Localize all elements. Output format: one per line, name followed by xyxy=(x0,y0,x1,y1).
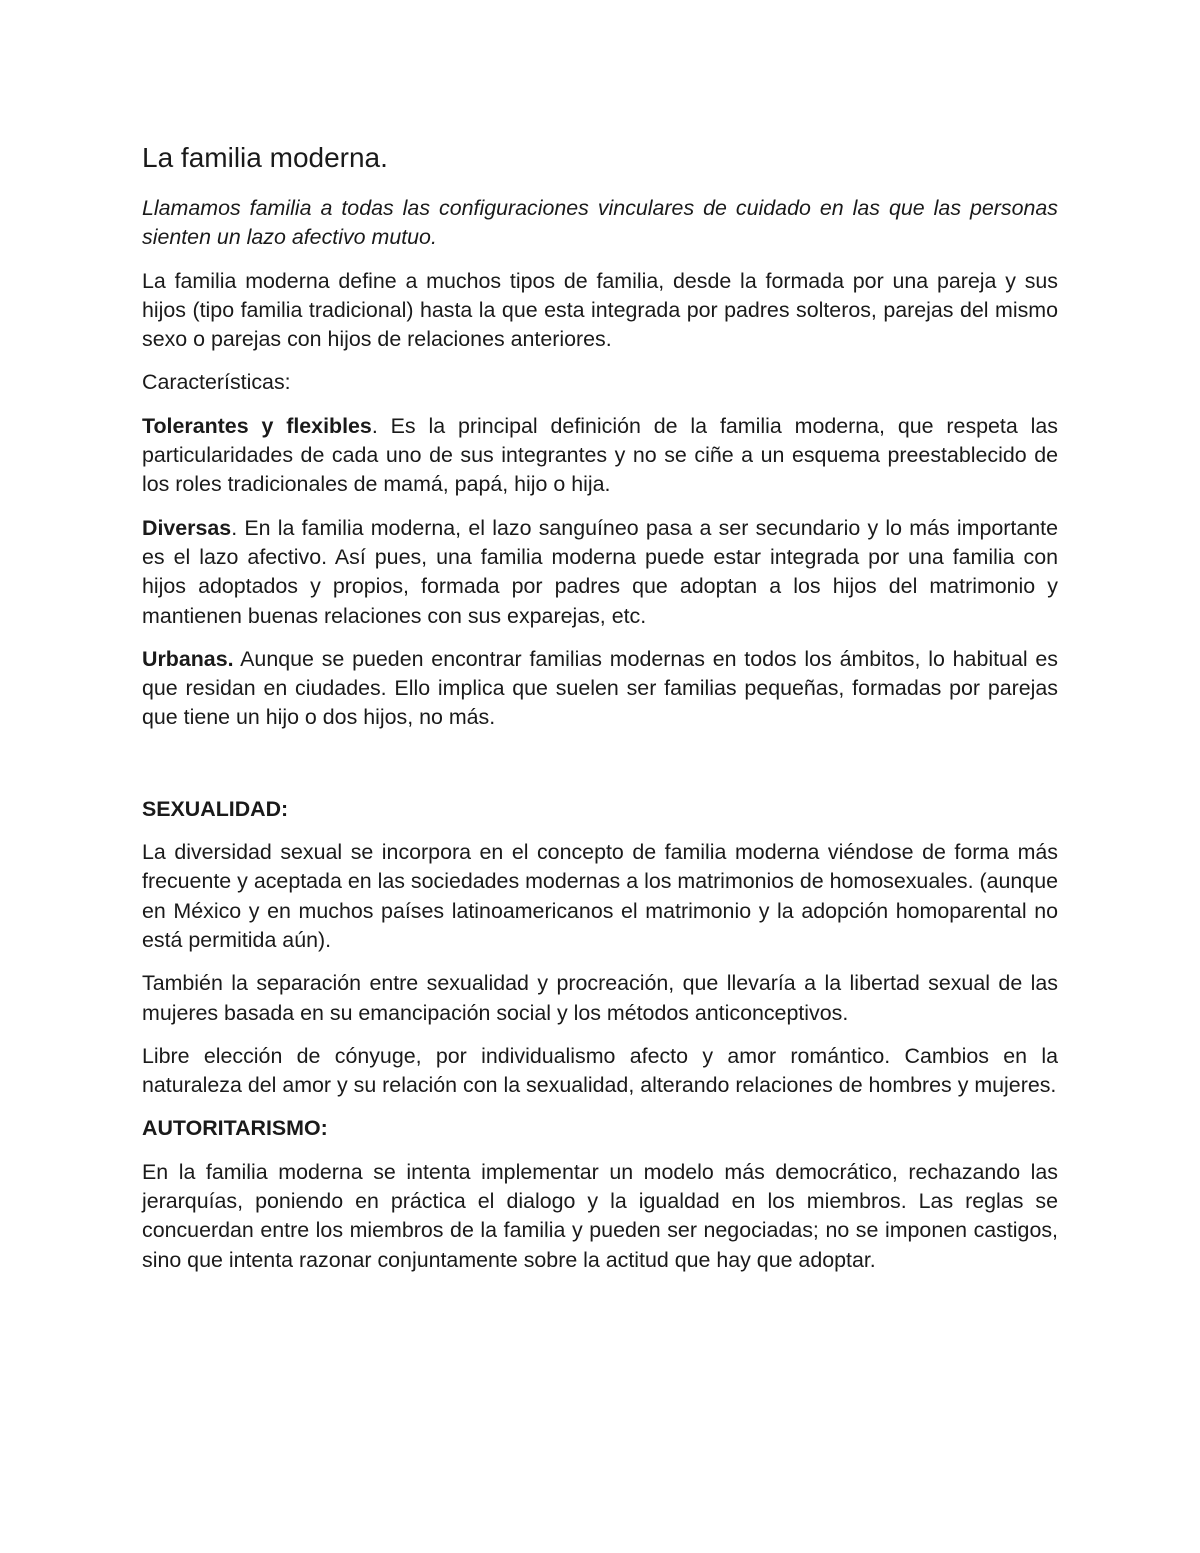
autoritarismo-heading: AUTORITARISMO: xyxy=(142,1116,328,1141)
characteristic-term: Diversas xyxy=(142,515,232,540)
characteristic-term: Tolerantes y flexibles xyxy=(142,413,372,438)
characteristic-paragraph xyxy=(142,514,1058,631)
characteristic-text: . Es la principal definición de la familia moderna, que respeta las particularidades de cada uno de sus integrantes y no se ciñe a un esquema preestablecido de los roles tradicionales de mamá, papá, hijo o hija. xyxy=(142,413,1058,497)
characteristic-paragraph xyxy=(142,412,1058,500)
section-spacer xyxy=(142,747,1058,795)
intro-paragraph: Llamamos familia a todas las configuraciones vinculares de cuidado en las que las personas sienten un lazo afectivo mutuo. xyxy=(142,196,1058,250)
definition-paragraph: La familia moderna define a muchos tipos de familia, desde la formada por una pareja y sus hijos (tipo familia tradicional) hasta la que esta integrada por padres solteros, parejas del mismo sexo o parejas con hijos de relaciones anteriores. xyxy=(142,268,1058,352)
sexualidad-paragraph: Libre elección de cónyuge, por individualismo afecto y amor romántico. Cambios en la naturaleza del amor y su relación con la sexualidad, alterando relaciones de hombres y mujeres. xyxy=(142,1043,1058,1098)
characteristic-paragraph xyxy=(142,645,1058,733)
sexualidad-paragraph: También la separación entre sexualidad y procreación, que llevaría a la libertad sexual de las mujeres basada en su emancipación social y los métodos anticonceptivos. xyxy=(142,971,1058,1025)
characteristic-text: Aunque se pueden encontrar familias modernas en todos los ámbitos, lo habitual es que residan en ciudades. Ello implica que suelen ser familias pequeñas, formadas por parejas que tiene un hijo o dos hijos, no más. xyxy=(142,646,1058,730)
characteristic-term: Urbanas. xyxy=(142,646,234,671)
characteristic-text: . En la familia moderna, el lazo sanguíneo pasa a ser secundario y lo más importante es el lazo afectivo. Así pues, una familia moderna puede estar integrada por una familia con hijos adoptados y propios, formada por padres que adoptan a los hijos del matrimonio y mantienen buenas relaciones con sus exparejas, etc. xyxy=(142,515,1058,628)
document-title: La familia moderna. xyxy=(142,142,388,173)
autoritarismo-paragraph: En la familia moderna se intenta implementar un modelo más democrático, rechazando las jerarquías, poniendo en práctica el dialogo y la igualdad en los miembros. Las reglas se concuerdan entre los miembros de la familia y pueden ser negociadas; no se imponen castigos, sino que intenta razonar conjuntamente sobre la actitud que hay que adoptar. xyxy=(142,1159,1058,1272)
sexualidad-heading: SEXUALIDAD: xyxy=(142,796,289,821)
characteristics-label: Características: xyxy=(142,370,291,395)
document-page xyxy=(142,140,1058,1289)
sexualidad-paragraph: La diversidad sexual se incorpora en el concepto de familia moderna viéndose de forma más frecuente y aceptada en las sociedades modernas a los matrimonios de homosexuales. (aunque en México y en muchos países latinoamericanos el matrimonio y la adopción homoparental no está permitida aún). xyxy=(142,840,1058,952)
